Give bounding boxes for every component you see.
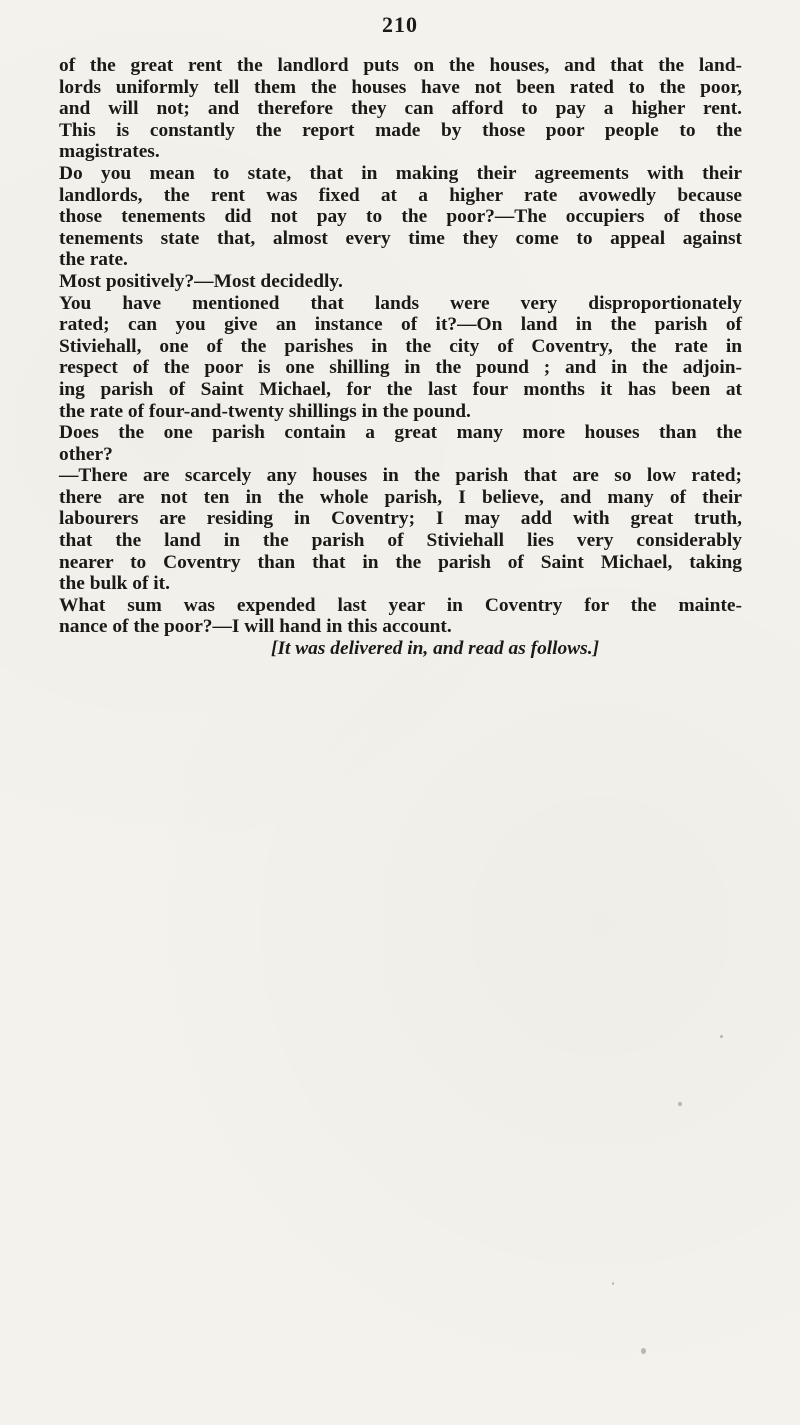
text-line: labourers are residing in Coventry; I may add with great truth, xyxy=(59,508,742,530)
page-number: 210 xyxy=(382,12,418,37)
text-line: Does the one parish contain a great many more houses than the xyxy=(59,422,742,444)
text-line: magistrates. xyxy=(59,141,160,163)
editorial-note: [It was delivered in, and read as follows.] xyxy=(271,638,600,660)
text-line: nance of the poor?—I will hand in this account. xyxy=(59,616,452,638)
text-line: Stiviehall, one of the parishes in the city of Coventry, the rate in xyxy=(59,335,742,357)
text-line: nearer to Coventry than that in the parish of Saint Michael, taking xyxy=(59,551,742,573)
text-line: tenements state that, almost every time they come to appeal against xyxy=(59,227,742,249)
paper-speck xyxy=(678,1102,682,1106)
body-text xyxy=(59,55,742,660)
text-line: respect of the poor is one shilling in the pound ; and in the adjoin- xyxy=(59,357,742,379)
text-line: of the great rent the landlord puts on the houses, and that the land- xyxy=(59,55,742,76)
text-line: This is constantly the report made by those poor people to the xyxy=(59,119,742,141)
text-line: and will not; and therefore they can afford to pay a higher rent. xyxy=(59,98,742,120)
text-line: rated; can you give an instance of it?—On land in the parish of xyxy=(59,314,742,336)
text-line: Most positively?—Most decidedly. xyxy=(59,270,343,292)
text-line: the bulk of it. xyxy=(59,573,170,595)
text-line: ing parish of Saint Michael, for the last four months it has been at xyxy=(59,378,742,400)
text-line: those tenements did not pay to the poor?—The occupiers of those xyxy=(59,206,742,228)
text-line: Do you mean to state, that in making their agreements with their xyxy=(59,162,742,184)
text-line: You have mentioned that lands were very disproportionately xyxy=(59,292,742,314)
text-line: What sum was expended last year in Coventry for the mainte- xyxy=(59,594,742,616)
text-line: —There are scarcely any houses in the parish that are so low rated; xyxy=(59,465,742,487)
text-line: other? xyxy=(59,443,113,465)
text-line: the rate of four-and-twenty shillings in the pound. xyxy=(59,400,471,422)
text-line: lords uniformly tell them the houses have not been rated to the poor, xyxy=(59,76,742,98)
text-line: landlords, the rent was fixed at a higher rate avowedly because xyxy=(59,184,742,206)
paper-speck xyxy=(612,1282,614,1285)
text-line: the rate. xyxy=(59,249,128,271)
text-line: there are not ten in the whole parish, I believe, and many of their xyxy=(59,486,742,508)
text-line: that the land in the parish of Stiviehall lies very considerably xyxy=(59,530,742,552)
paper-speck xyxy=(720,1035,723,1038)
paper-speck xyxy=(641,1348,646,1354)
